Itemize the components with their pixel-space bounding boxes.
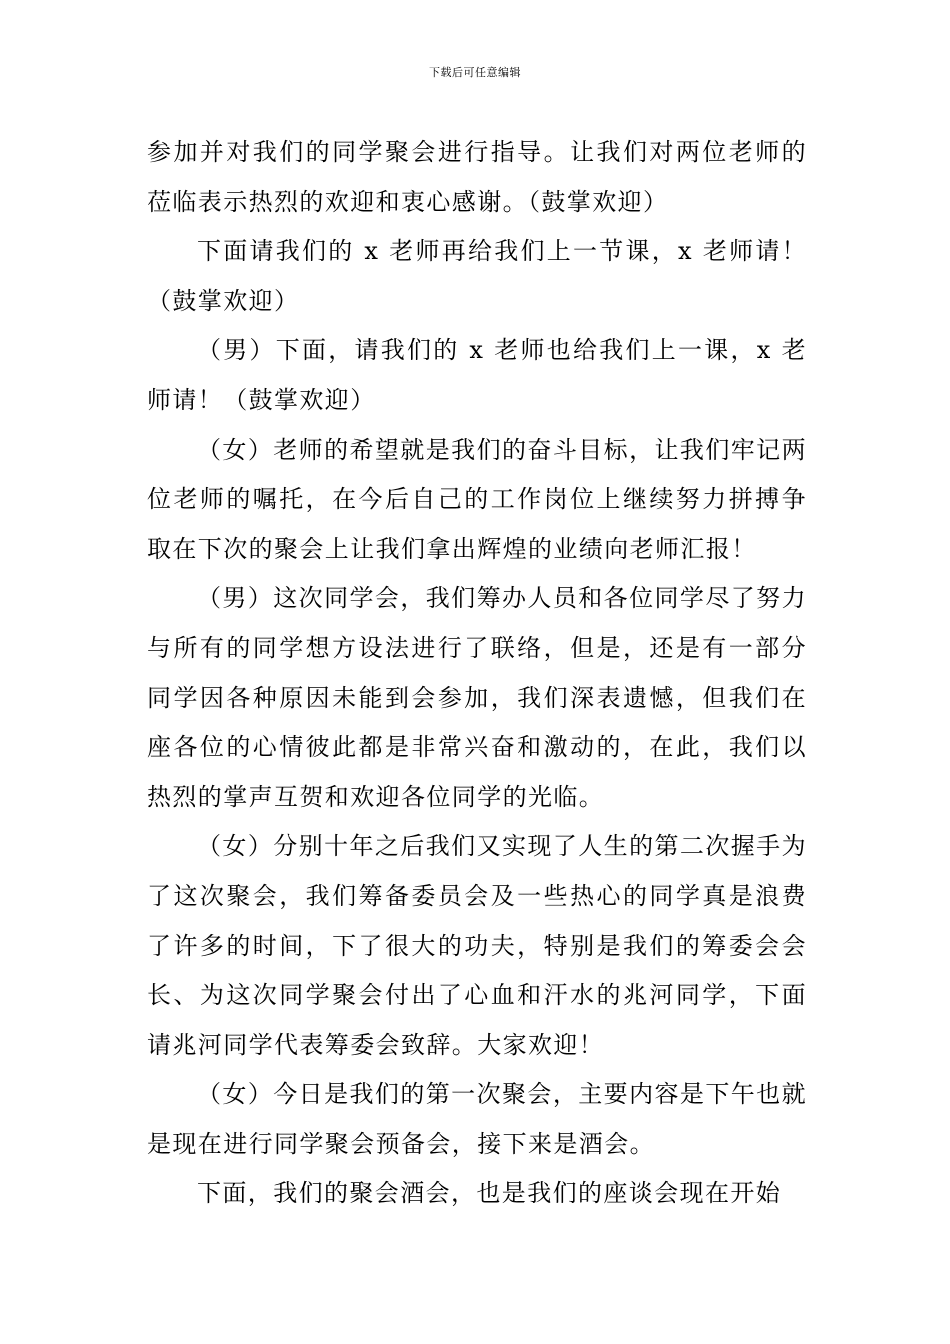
paragraph-8: 下面，我们的聚会酒会，也是我们的座谈会现在开始 [197, 1179, 782, 1208]
paragraph-4: （女）老师的希望就是我们的奋斗目标，让我们牢记两位老师的嘱托，在今后自己的工作岗位上继续努力拼搏争取在下次的聚会上让我们拿出辉煌的业绩向老师汇报！ [147, 435, 807, 563]
paragraph-5: （男）这次同学会，我们筹办人员和各位同学尽了努力与所有的同学想方设法进行了联络，但是，还是有一部分同学因各种原因未能到会参加，我们深表遗憾，但我们在座各位的心情彼此都是非常兴奋和激动的，在此，我们以热烈的掌声互贺和欢迎各位同学的光临。 [147, 584, 807, 811]
page-header: 下载后可任意编辑 [429, 66, 521, 79]
document-body [147, 128, 807, 1219]
paragraph-3: （男）下面，请我们的 x 老师也给我们上一课，x 老师请！（鼓掌欢迎） [147, 336, 807, 414]
paragraph-6: （女）分别十年之后我们又实现了人生的第二次握手为了这次聚会，我们筹备委员会及一些热心的同学真是浪费了许多的时间，下了很大的功夫，特别是我们的筹委会会长、为这次同学聚会付出了心血和汗水的兆河同学，下面请兆河同学代表筹委会致辞。大家欢迎！ [147, 832, 807, 1059]
paragraph-2: 下面请我们的 x 老师再给我们上一节课，x 老师请！（鼓掌欢迎） [147, 237, 807, 315]
paragraph-7: （女）今日是我们的第一次聚会，主要内容是下午也就是现在进行同学聚会预备会，接下来是酒会。 [147, 1080, 807, 1158]
paragraph-1: 参加并对我们的同学聚会进行指导。让我们对两位老师的莅临表示热烈的欢迎和衷心感谢。（鼓掌欢迎） [147, 138, 807, 216]
